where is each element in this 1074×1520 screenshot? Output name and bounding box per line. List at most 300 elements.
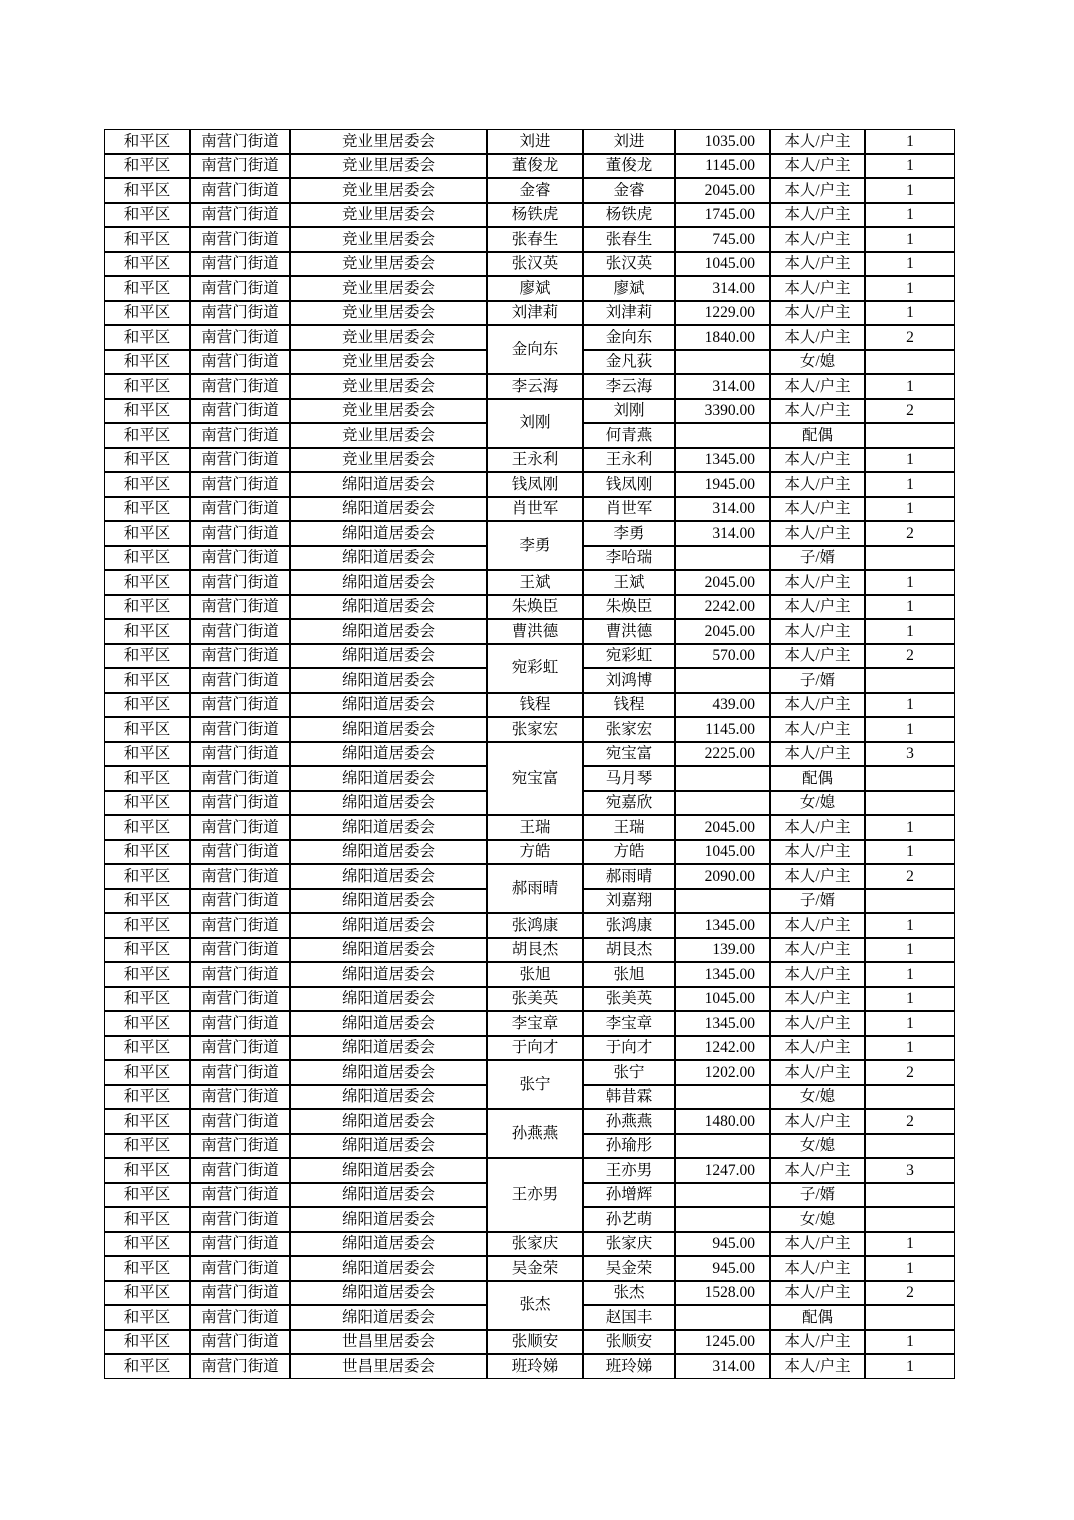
table-row [104, 203, 955, 228]
community-cell: 绵阳道居委会 [290, 1036, 487, 1061]
relation-cell: 本人/户主 [770, 252, 865, 277]
table-row [104, 1281, 955, 1306]
household-head-cell: 钱凤刚 [487, 472, 583, 497]
community-cell: 绵阳道居委会 [290, 1085, 487, 1110]
district-cell: 和平区 [104, 693, 190, 718]
table-row [104, 1330, 955, 1355]
district-cell: 和平区 [104, 644, 190, 669]
street-cell: 南营门街道 [190, 497, 290, 522]
district-cell: 和平区 [104, 987, 190, 1012]
street-cell: 南营门街道 [190, 1207, 290, 1232]
count-cell [865, 1305, 955, 1330]
relation-cell: 女/媳 [770, 350, 865, 375]
table-row [104, 374, 955, 399]
community-cell: 竞业里居委会 [290, 423, 487, 448]
member-name-cell: 刘津莉 [583, 301, 675, 326]
relation-cell: 女/媳 [770, 1134, 865, 1159]
community-cell: 绵阳道居委会 [290, 521, 487, 546]
community-cell: 绵阳道居委会 [290, 668, 487, 693]
household-head-cell: 董俊龙 [487, 154, 583, 179]
district-cell: 和平区 [104, 1183, 190, 1208]
relation-cell: 本人/户主 [770, 301, 865, 326]
count-cell: 1 [865, 1256, 955, 1281]
relation-cell: 本人/户主 [770, 913, 865, 938]
table-row [104, 693, 955, 718]
street-cell: 南营门街道 [190, 399, 290, 424]
district-cell: 和平区 [104, 423, 190, 448]
relation-cell: 本人/户主 [770, 1354, 865, 1379]
amount-cell [675, 546, 770, 571]
street-cell: 南营门街道 [190, 154, 290, 179]
amount-cell: 3390.00 [675, 399, 770, 424]
count-cell [865, 350, 955, 375]
table-row [104, 1232, 955, 1257]
member-name-cell: 宛宝富 [583, 742, 675, 767]
street-cell: 南营门街道 [190, 1085, 290, 1110]
count-cell: 1 [865, 497, 955, 522]
relation-cell: 本人/户主 [770, 644, 865, 669]
district-cell: 和平区 [104, 864, 190, 889]
street-cell: 南营门街道 [190, 252, 290, 277]
member-name-cell: 张美英 [583, 987, 675, 1012]
community-cell: 竞业里居委会 [290, 448, 487, 473]
member-name-cell: 于向才 [583, 1036, 675, 1061]
community-cell: 世昌里居委会 [290, 1330, 487, 1355]
table-row [104, 227, 955, 252]
table-row [104, 987, 955, 1012]
relation-cell: 本人/户主 [770, 472, 865, 497]
household-head-cell: 李宝章 [487, 1011, 583, 1036]
relation-cell: 本人/户主 [770, 619, 865, 644]
household-head-cell: 张顺安 [487, 1330, 583, 1355]
count-cell [865, 423, 955, 448]
member-name-cell: 孙燕燕 [583, 1109, 675, 1134]
count-cell: 1 [865, 595, 955, 620]
relation-cell: 子/婿 [770, 1183, 865, 1208]
table-row [104, 742, 955, 767]
household-head-cell: 张宁 [487, 1060, 583, 1109]
street-cell: 南营门街道 [190, 325, 290, 350]
community-cell: 竞业里居委会 [290, 350, 487, 375]
amount-cell [675, 1183, 770, 1208]
count-cell [865, 791, 955, 816]
district-cell: 和平区 [104, 570, 190, 595]
district-cell: 和平区 [104, 129, 190, 154]
table-body [104, 129, 955, 1379]
district-cell: 和平区 [104, 325, 190, 350]
street-cell: 南营门街道 [190, 423, 290, 448]
relation-cell: 本人/户主 [770, 374, 865, 399]
street-cell: 南营门街道 [190, 889, 290, 914]
district-cell: 和平区 [104, 889, 190, 914]
count-cell: 2 [865, 644, 955, 669]
member-name-cell: 胡艮杰 [583, 938, 675, 963]
relation-cell: 本人/户主 [770, 1256, 865, 1281]
household-head-cell: 李云海 [487, 374, 583, 399]
street-cell: 南营门街道 [190, 595, 290, 620]
member-name-cell: 曹洪德 [583, 619, 675, 644]
amount-cell: 1345.00 [675, 962, 770, 987]
count-cell: 1 [865, 203, 955, 228]
table-row [104, 472, 955, 497]
district-cell: 和平区 [104, 1036, 190, 1061]
household-head-cell: 王瑞 [487, 815, 583, 840]
relation-cell: 本人/户主 [770, 497, 865, 522]
street-cell: 南营门街道 [190, 1011, 290, 1036]
member-name-cell: 郝雨晴 [583, 864, 675, 889]
member-name-cell: 方皓 [583, 840, 675, 865]
count-cell: 2 [865, 1060, 955, 1085]
table-row [104, 1109, 955, 1134]
community-cell: 绵阳道居委会 [290, 840, 487, 865]
relation-cell: 本人/户主 [770, 154, 865, 179]
relation-cell: 本人/户主 [770, 987, 865, 1012]
relation-cell: 本人/户主 [770, 1011, 865, 1036]
community-cell: 绵阳道居委会 [290, 595, 487, 620]
amount-cell: 1345.00 [675, 913, 770, 938]
relation-cell: 本人/户主 [770, 962, 865, 987]
relation-cell: 本人/户主 [770, 570, 865, 595]
table-row [104, 1354, 955, 1379]
street-cell: 南营门街道 [190, 668, 290, 693]
community-cell: 绵阳道居委会 [290, 1232, 487, 1257]
community-cell: 竞业里居委会 [290, 129, 487, 154]
amount-cell: 314.00 [675, 521, 770, 546]
household-head-cell: 胡艮杰 [487, 938, 583, 963]
district-cell: 和平区 [104, 1207, 190, 1232]
district-cell: 和平区 [104, 791, 190, 816]
count-cell: 1 [865, 472, 955, 497]
member-name-cell: 张汉英 [583, 252, 675, 277]
household-head-cell: 宛宝富 [487, 742, 583, 816]
district-cell: 和平区 [104, 840, 190, 865]
relation-cell: 本人/户主 [770, 717, 865, 742]
household-head-cell: 廖斌 [487, 276, 583, 301]
district-cell: 和平区 [104, 1232, 190, 1257]
table-row [104, 815, 955, 840]
member-name-cell: 王亦男 [583, 1158, 675, 1183]
table-row [104, 129, 955, 154]
relation-cell: 配偶 [770, 423, 865, 448]
relation-cell: 本人/户主 [770, 693, 865, 718]
household-head-cell: 李勇 [487, 521, 583, 570]
household-head-cell: 方皓 [487, 840, 583, 865]
member-name-cell: 王永利 [583, 448, 675, 473]
district-cell: 和平区 [104, 1109, 190, 1134]
count-cell [865, 889, 955, 914]
street-cell: 南营门街道 [190, 374, 290, 399]
household-head-cell: 刘刚 [487, 399, 583, 448]
member-name-cell: 吴金荣 [583, 1256, 675, 1281]
community-cell: 竞业里居委会 [290, 227, 487, 252]
household-head-cell: 朱焕臣 [487, 595, 583, 620]
member-name-cell: 班玲娣 [583, 1354, 675, 1379]
community-cell: 竞业里居委会 [290, 154, 487, 179]
household-head-cell: 杨铁虎 [487, 203, 583, 228]
amount-cell [675, 423, 770, 448]
district-cell: 和平区 [104, 350, 190, 375]
street-cell: 南营门街道 [190, 472, 290, 497]
district-cell: 和平区 [104, 448, 190, 473]
community-cell: 绵阳道居委会 [290, 913, 487, 938]
member-name-cell: 杨铁虎 [583, 203, 675, 228]
relation-cell: 本人/户主 [770, 864, 865, 889]
relation-cell: 子/婿 [770, 668, 865, 693]
member-name-cell: 肖世军 [583, 497, 675, 522]
district-cell: 和平区 [104, 913, 190, 938]
community-cell: 绵阳道居委会 [290, 1060, 487, 1085]
member-name-cell: 张春生 [583, 227, 675, 252]
count-cell [865, 668, 955, 693]
count-cell: 1 [865, 815, 955, 840]
relation-cell: 女/媳 [770, 1085, 865, 1110]
district-cell: 和平区 [104, 815, 190, 840]
community-cell: 绵阳道居委会 [290, 1109, 487, 1134]
community-cell: 绵阳道居委会 [290, 938, 487, 963]
amount-cell: 2045.00 [675, 178, 770, 203]
community-cell: 绵阳道居委会 [290, 497, 487, 522]
amount-cell: 1945.00 [675, 472, 770, 497]
member-name-cell: 刘进 [583, 129, 675, 154]
amount-cell: 1045.00 [675, 252, 770, 277]
relation-cell: 配偶 [770, 1305, 865, 1330]
member-name-cell: 李宝章 [583, 1011, 675, 1036]
community-cell: 绵阳道居委会 [290, 644, 487, 669]
district-cell: 和平区 [104, 717, 190, 742]
table-row [104, 399, 955, 424]
table-row [104, 448, 955, 473]
relation-cell: 本人/户主 [770, 325, 865, 350]
amount-cell: 314.00 [675, 276, 770, 301]
amount-cell: 1145.00 [675, 717, 770, 742]
household-head-cell: 张鸿康 [487, 913, 583, 938]
table-row [104, 570, 955, 595]
count-cell: 1 [865, 448, 955, 473]
district-cell: 和平区 [104, 1085, 190, 1110]
count-cell: 1 [865, 962, 955, 987]
household-head-cell: 张美英 [487, 987, 583, 1012]
amount-cell: 439.00 [675, 693, 770, 718]
count-cell: 1 [865, 1354, 955, 1379]
relation-cell: 女/媳 [770, 1207, 865, 1232]
community-cell: 绵阳道居委会 [290, 619, 487, 644]
count-cell: 1 [865, 693, 955, 718]
street-cell: 南营门街道 [190, 1060, 290, 1085]
community-cell: 绵阳道居委会 [290, 815, 487, 840]
household-head-cell: 曹洪德 [487, 619, 583, 644]
street-cell: 南营门街道 [190, 1183, 290, 1208]
community-cell: 竞业里居委会 [290, 203, 487, 228]
amount-cell: 745.00 [675, 227, 770, 252]
street-cell: 南营门街道 [190, 1036, 290, 1061]
district-cell: 和平区 [104, 766, 190, 791]
amount-cell [675, 791, 770, 816]
district-cell: 和平区 [104, 1354, 190, 1379]
district-cell: 和平区 [104, 1158, 190, 1183]
street-cell: 南营门街道 [190, 448, 290, 473]
street-cell: 南营门街道 [190, 227, 290, 252]
count-cell [865, 766, 955, 791]
count-cell: 1 [865, 1330, 955, 1355]
district-cell: 和平区 [104, 203, 190, 228]
relation-cell: 本人/户主 [770, 742, 865, 767]
household-head-cell: 王斌 [487, 570, 583, 595]
count-cell: 1 [865, 129, 955, 154]
count-cell: 1 [865, 1232, 955, 1257]
amount-cell: 139.00 [675, 938, 770, 963]
amount-cell: 1840.00 [675, 325, 770, 350]
count-cell: 1 [865, 840, 955, 865]
member-name-cell: 李云海 [583, 374, 675, 399]
count-cell: 2 [865, 325, 955, 350]
member-name-cell: 张顺安 [583, 1330, 675, 1355]
relation-cell: 本人/户主 [770, 1036, 865, 1061]
street-cell: 南营门街道 [190, 815, 290, 840]
member-name-cell: 朱焕臣 [583, 595, 675, 620]
district-cell: 和平区 [104, 399, 190, 424]
amount-cell: 945.00 [675, 1256, 770, 1281]
count-cell: 1 [865, 619, 955, 644]
street-cell: 南营门街道 [190, 1330, 290, 1355]
relation-cell: 子/婿 [770, 889, 865, 914]
street-cell: 南营门街道 [190, 619, 290, 644]
amount-cell [675, 1134, 770, 1159]
member-name-cell: 张鸿康 [583, 913, 675, 938]
district-cell: 和平区 [104, 252, 190, 277]
district-cell: 和平区 [104, 472, 190, 497]
amount-cell: 1345.00 [675, 1011, 770, 1036]
street-cell: 南营门街道 [190, 350, 290, 375]
district-cell: 和平区 [104, 742, 190, 767]
district-cell: 和平区 [104, 962, 190, 987]
community-cell: 绵阳道居委会 [290, 472, 487, 497]
table-row [104, 864, 955, 889]
relation-cell: 子/婿 [770, 546, 865, 571]
count-cell: 1 [865, 374, 955, 399]
community-cell: 竞业里居委会 [290, 374, 487, 399]
count-cell: 2 [865, 521, 955, 546]
table-row [104, 717, 955, 742]
community-cell: 绵阳道居委会 [290, 864, 487, 889]
relation-cell: 本人/户主 [770, 203, 865, 228]
member-name-cell: 李哈瑞 [583, 546, 675, 571]
relation-cell: 本人/户主 [770, 399, 865, 424]
district-cell: 和平区 [104, 1305, 190, 1330]
member-name-cell: 张家庆 [583, 1232, 675, 1257]
count-cell: 2 [865, 399, 955, 424]
member-name-cell: 张家宏 [583, 717, 675, 742]
household-head-cell: 王亦男 [487, 1158, 583, 1232]
count-cell: 1 [865, 301, 955, 326]
street-cell: 南营门街道 [190, 791, 290, 816]
table-row [104, 938, 955, 963]
count-cell: 2 [865, 1281, 955, 1306]
member-name-cell: 孙艺萌 [583, 1207, 675, 1232]
amount-cell: 570.00 [675, 644, 770, 669]
table-row [104, 1036, 955, 1061]
table-row [104, 497, 955, 522]
member-name-cell: 刘嘉翔 [583, 889, 675, 914]
table-row [104, 644, 955, 669]
count-cell: 1 [865, 227, 955, 252]
community-cell: 绵阳道居委会 [290, 1011, 487, 1036]
amount-cell: 1242.00 [675, 1036, 770, 1061]
count-cell: 1 [865, 1036, 955, 1061]
community-cell: 绵阳道居委会 [290, 570, 487, 595]
amount-cell: 314.00 [675, 497, 770, 522]
table-row [104, 252, 955, 277]
household-head-cell: 刘津莉 [487, 301, 583, 326]
member-name-cell: 金向东 [583, 325, 675, 350]
member-name-cell: 刘刚 [583, 399, 675, 424]
community-cell: 绵阳道居委会 [290, 717, 487, 742]
amount-cell: 2225.00 [675, 742, 770, 767]
count-cell: 1 [865, 913, 955, 938]
community-cell: 竞业里居委会 [290, 399, 487, 424]
relation-cell: 本人/户主 [770, 276, 865, 301]
amount-cell: 314.00 [675, 374, 770, 399]
street-cell: 南营门街道 [190, 570, 290, 595]
district-cell: 和平区 [104, 595, 190, 620]
amount-cell: 1229.00 [675, 301, 770, 326]
amount-cell: 1345.00 [675, 448, 770, 473]
count-cell: 1 [865, 1011, 955, 1036]
count-cell: 1 [865, 154, 955, 179]
street-cell: 南营门街道 [190, 1305, 290, 1330]
district-cell: 和平区 [104, 521, 190, 546]
table-row [104, 154, 955, 179]
amount-cell: 2242.00 [675, 595, 770, 620]
household-head-cell: 于向才 [487, 1036, 583, 1061]
relation-cell: 本人/户主 [770, 1109, 865, 1134]
amount-cell: 945.00 [675, 1232, 770, 1257]
household-head-cell: 金睿 [487, 178, 583, 203]
community-cell: 绵阳道居委会 [290, 962, 487, 987]
household-head-cell: 刘进 [487, 129, 583, 154]
street-cell: 南营门街道 [190, 766, 290, 791]
street-cell: 南营门街道 [190, 962, 290, 987]
amount-cell: 1247.00 [675, 1158, 770, 1183]
street-cell: 南营门街道 [190, 276, 290, 301]
relation-cell: 本人/户主 [770, 448, 865, 473]
amount-cell: 1202.00 [675, 1060, 770, 1085]
street-cell: 南营门街道 [190, 178, 290, 203]
household-head-cell: 肖世军 [487, 497, 583, 522]
relation-cell: 本人/户主 [770, 938, 865, 963]
amount-cell: 2045.00 [675, 815, 770, 840]
amount-cell [675, 1085, 770, 1110]
household-head-cell: 张汉英 [487, 252, 583, 277]
member-name-cell: 宛嘉欣 [583, 791, 675, 816]
household-head-cell: 张旭 [487, 962, 583, 987]
street-cell: 南营门街道 [190, 129, 290, 154]
amount-cell: 1035.00 [675, 129, 770, 154]
relation-cell: 本人/户主 [770, 595, 865, 620]
table-row [104, 325, 955, 350]
street-cell: 南营门街道 [190, 203, 290, 228]
amount-cell: 1745.00 [675, 203, 770, 228]
count-cell [865, 1134, 955, 1159]
relation-cell: 配偶 [770, 766, 865, 791]
member-name-cell: 赵国丰 [583, 1305, 675, 1330]
community-cell: 绵阳道居委会 [290, 1158, 487, 1183]
district-cell: 和平区 [104, 938, 190, 963]
street-cell: 南营门街道 [190, 717, 290, 742]
member-name-cell: 钱程 [583, 693, 675, 718]
member-name-cell: 王斌 [583, 570, 675, 595]
table-row [104, 276, 955, 301]
street-cell: 南营门街道 [190, 864, 290, 889]
